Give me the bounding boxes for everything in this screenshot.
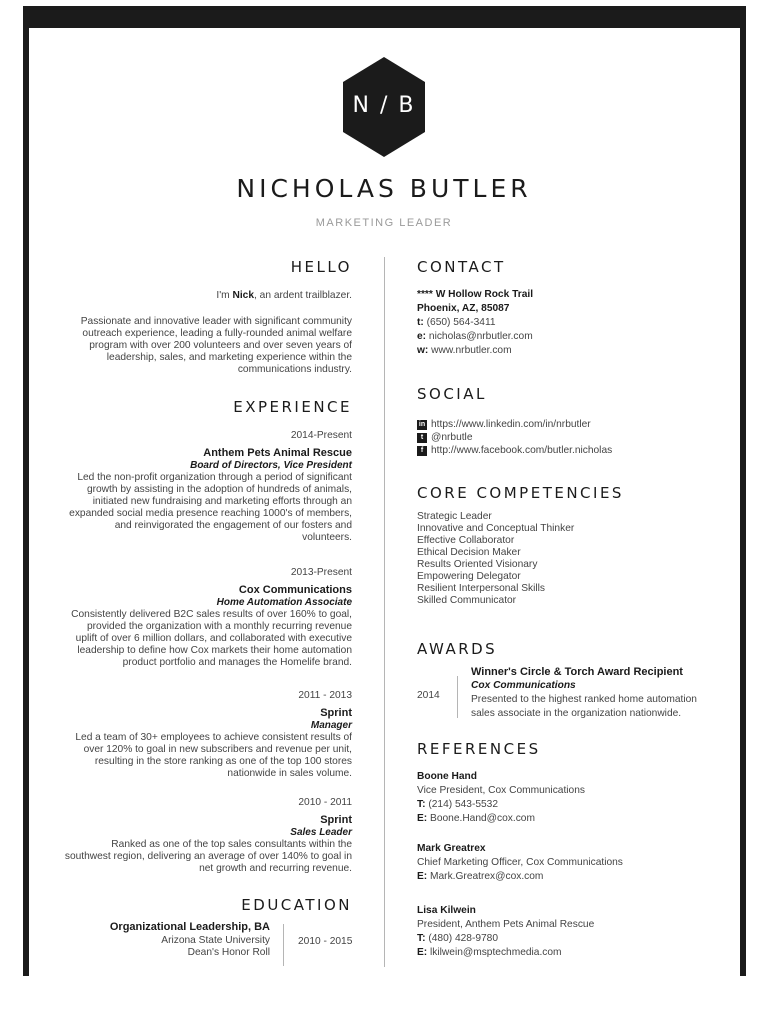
intro-name: Nick [232, 290, 255, 301]
reference-title: President, Anthem Pets Animal Rescue [417, 919, 595, 930]
reference-email-label: E: [417, 947, 428, 958]
job-line: and reinvigorated the engagement of our fosters and [114, 520, 352, 531]
hello-summary [42, 316, 352, 376]
social-row-linkedin[interactable] [417, 418, 717, 431]
social-heading: SOCIAL [417, 385, 487, 403]
job-role: Manager [310, 720, 352, 731]
education-details [10, 921, 270, 959]
job-line: Led the non-profit organization through a period of significant [77, 472, 352, 483]
job-line: expanded social media presence reaching 1000's of members, [69, 508, 352, 519]
summary-line: Passionate and innovative leader with significant community [80, 316, 352, 327]
job-entry [42, 567, 352, 669]
phone-label: t: [417, 317, 424, 328]
reference-phone: (214) 543-5532 [428, 799, 499, 810]
linkedin-link[interactable]: https://www.linkedin.com/in/nrbutler [431, 418, 591, 430]
job-line: southwest region, delivering an average of over 140% to goal in [64, 851, 352, 862]
experience-heading: EXPERIENCE [233, 398, 352, 416]
education-heading: EDUCATION [241, 896, 352, 914]
contact-phone: (650) 564-3411 [426, 317, 496, 328]
job-role: Home Automation Associate [216, 597, 352, 608]
summary-line: communications industry. [237, 364, 352, 375]
summary-line: outreach experience, leading a fully-rounded animal welfare [82, 328, 352, 339]
summary-line: program with over 200 volunteers and over seven years of [89, 340, 352, 351]
competency-item: Ethical Decision Maker [417, 547, 521, 558]
job-line: leadership to define how Cox markets their home automation [77, 645, 352, 656]
contact-email[interactable]: nicholas@nrbutler.com [428, 331, 533, 342]
references-heading: REFERENCES [417, 740, 541, 758]
competency-item: Skilled Communicator [417, 595, 517, 606]
job-role: Sales Leader [290, 827, 352, 838]
reference-title: Vice President, Cox Communications [417, 785, 585, 796]
reference-title: Chief Marketing Officer, Cox Communications [417, 857, 623, 868]
contact-website[interactable]: www.nrbutler.com [431, 345, 512, 356]
job-line: resulting in the store ranking as one of the top 100 stores [94, 756, 352, 767]
candidate-name: NICHOLAS BUTLER [236, 174, 532, 203]
job-entry [42, 430, 352, 544]
job-line: Led a team of 30+ employees to achieve consistent results of [75, 732, 352, 743]
facebook-link[interactable]: http://www.facebook.com/butler.nicholas [431, 444, 613, 456]
job-line: volunteers. [302, 532, 352, 543]
award-rule [457, 676, 458, 718]
hello-heading: HELLO [290, 258, 352, 276]
intro-prefix: I'm [216, 290, 233, 301]
competencies-list [417, 511, 717, 607]
education-degree: Organizational Leadership, BA [109, 921, 270, 933]
reference-entry [417, 904, 717, 960]
job-company: Cox Communications [238, 584, 352, 596]
social-links [417, 418, 717, 457]
job-line: provided the organization with a monthly recurring revenue [86, 621, 352, 632]
job-company: Sprint [320, 814, 352, 826]
competency-item: Strategic Leader [417, 511, 492, 522]
award-details [471, 665, 731, 721]
contact-address-line2: Phoenix, AZ, 85087 [417, 303, 510, 314]
job-line: Ranked as one of the top sales consultants within the [111, 839, 352, 850]
reference-email-label: E: [417, 813, 428, 824]
job-date: 2011 - 2013 [298, 690, 352, 701]
social-row-twitter[interactable] [417, 431, 717, 444]
web-label: w: [417, 345, 429, 356]
job-line: product portfolio and manages the Homelife brand. [122, 657, 352, 668]
reference-email[interactable]: Boone.Hand@cox.com [430, 813, 535, 824]
job-entry [42, 690, 352, 780]
job-date: 2013-Present [290, 567, 352, 578]
competency-item: Resilient Interpersonal Skills [417, 583, 545, 594]
reference-entry [417, 770, 717, 826]
education-school: Arizona State University [161, 935, 270, 946]
job-role: Board of Directors, Vice President [190, 460, 352, 471]
twitter-icon: t [417, 433, 427, 443]
job-line: Consistently delivered B2C sales results of over 160% to goal, [71, 609, 352, 620]
email-label: e: [417, 331, 427, 342]
reference-name: Mark Greatrex [417, 843, 486, 854]
job-line: over 120% to goal in new subscribers and revenue per unit, [83, 744, 352, 755]
reference-email-label: E: [417, 871, 428, 882]
competency-item: Effective Collaborator [417, 535, 515, 546]
competency-item: Results Oriented Visionary [417, 559, 538, 570]
job-entry [42, 797, 352, 875]
education-honor: Dean's Honor Roll [187, 947, 270, 958]
reference-email[interactable]: Mark.Greatrex@cox.com [430, 871, 544, 882]
job-line: nationwide in sales volume. [227, 768, 352, 779]
facebook-icon: f [417, 446, 427, 456]
intro-suffix: , an ardent trailblazer. [254, 290, 352, 301]
reference-email[interactable]: lkilwein@msptechmedia.com [430, 947, 562, 958]
monogram-text: N / B [352, 93, 416, 118]
reference-name: Lisa Kilwein [417, 905, 476, 916]
reference-phone-label: T: [417, 933, 426, 944]
reference-name: Boone Hand [417, 771, 477, 782]
contact-heading: CONTACT [417, 258, 506, 276]
hello-intro [42, 290, 352, 302]
job-date: 2014-Present [290, 430, 352, 441]
twitter-handle[interactable]: @nrbutle [431, 431, 473, 443]
job-line: initiated new fundraising and marketing efforts through an [92, 496, 352, 507]
education-years: 2010 - 2015 [298, 936, 353, 947]
contact-address-line1: **** W Hollow Rock Trail [417, 289, 534, 300]
award-description-line: sales associate in the organization nationwide. [471, 708, 682, 719]
job-company: Sprint [320, 707, 352, 719]
education-rule [283, 924, 284, 966]
job-date: 2010 - 2011 [298, 797, 352, 808]
contact-details [417, 288, 717, 358]
top-frame-bar [23, 6, 746, 28]
awards-heading: AWARDS [417, 640, 498, 658]
job-line: uplift of over 6 million dollars, and collaborated with executive [75, 633, 352, 644]
award-description-line: Presented to the highest ranked home automation [471, 694, 697, 705]
left-frame-bar [23, 6, 29, 976]
right-frame-bar [740, 6, 746, 976]
candidate-title: MARKETING LEADER [315, 217, 453, 229]
job-line: growth by assisting in the adoption of hundreds of animals, [86, 484, 352, 495]
award-org: Cox Communications [471, 680, 576, 691]
reference-phone-label: T: [417, 799, 426, 810]
linkedin-icon: in [418, 420, 426, 428]
reference-entry [417, 842, 717, 884]
job-line: net growth and recurring revenue. [199, 863, 352, 874]
reference-phone: (480) 428-9780 [428, 933, 499, 944]
summary-line: leadership, sales, and marketing experience within the [106, 352, 352, 363]
competency-item: Empowering Delegator [417, 571, 521, 582]
social-row-facebook[interactable] [417, 444, 717, 457]
column-divider [384, 257, 385, 967]
competencies-heading: CORE COMPETENCIES [417, 484, 624, 502]
award-title: Winner's Circle & Torch Award Recipient [471, 666, 683, 678]
award-year: 2014 [417, 690, 440, 701]
competency-item: Innovative and Conceptual Thinker [417, 523, 575, 534]
job-company: Anthem Pets Animal Rescue [203, 447, 352, 459]
